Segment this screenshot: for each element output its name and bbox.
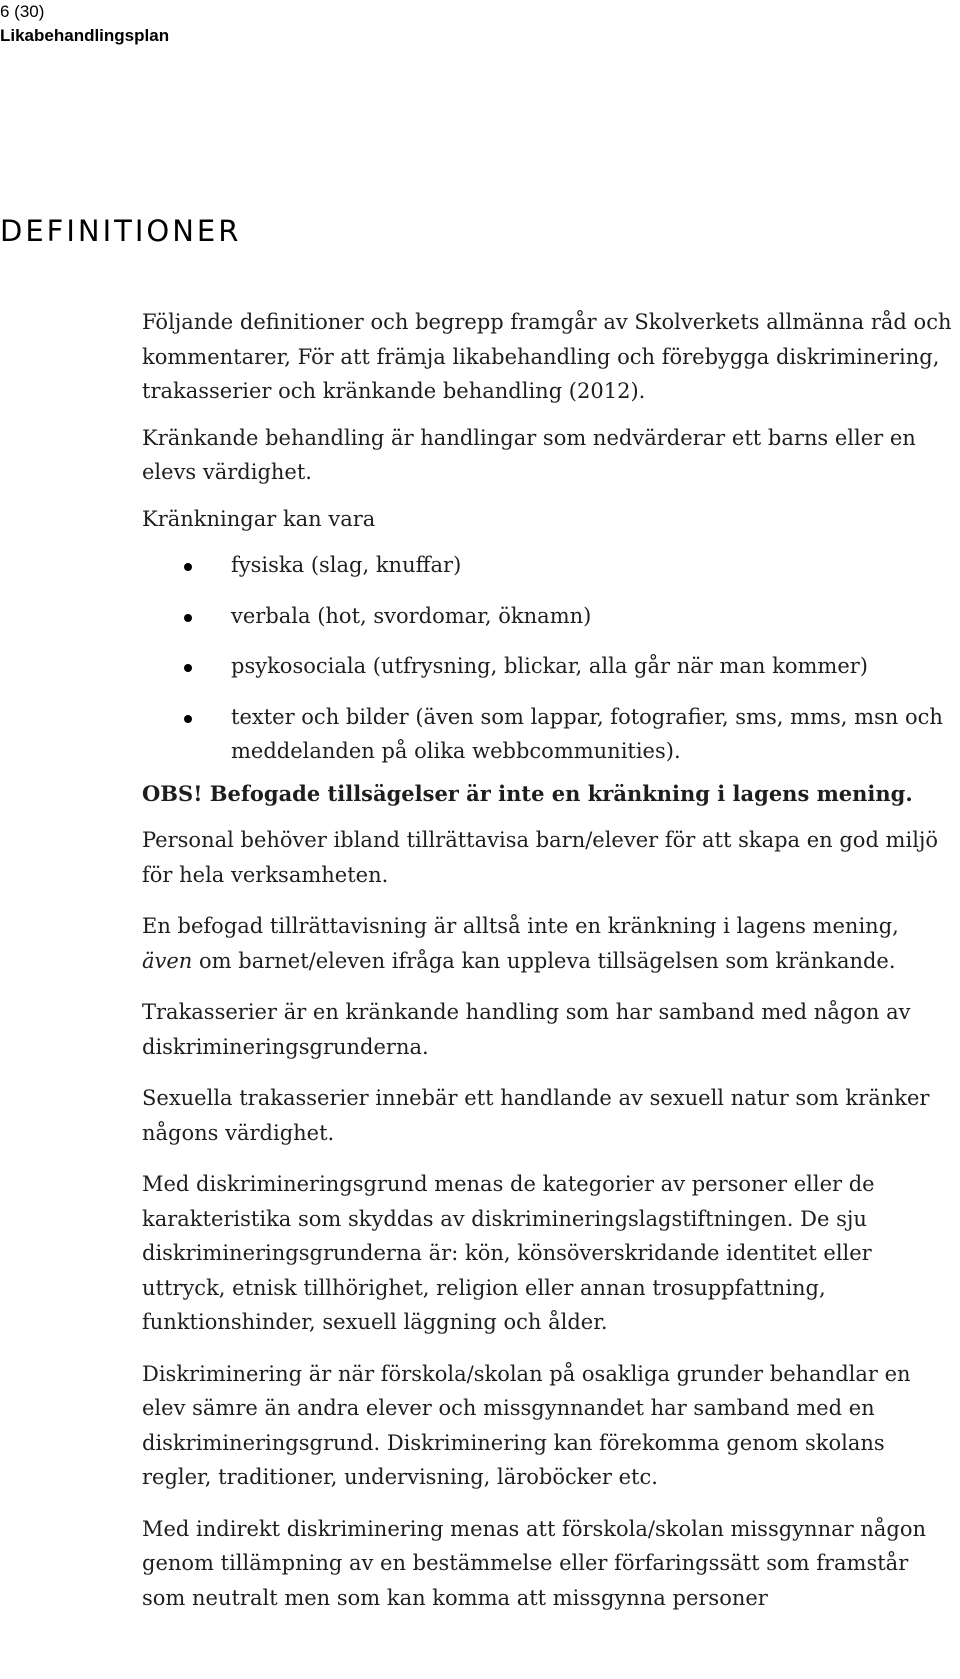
list-item-text: psykosociala (utfrysning, blickar, alla går när man kommer) [231,654,868,678]
document-body [142,305,952,1632]
bullet-icon [184,614,192,622]
befogad-text-end: om barnet/eleven ifråga kan uppleva tillsägelsen som kränkande. [192,948,896,973]
page-header [0,0,169,48]
list-item-text: texter och bilder (även som lappar, fotografier, sms, mms, msn och meddelanden på olika webbcommunities). [231,704,943,763]
list-item-text: verbala (hot, svordomar, öknamn) [231,603,592,628]
bullet-icon [184,563,192,571]
befogad-paragraph [142,909,952,978]
document-title: Likabehandlingsplan [0,26,170,45]
list-item [142,700,952,769]
bullet-icon [184,715,192,723]
befogad-text-start: En befogad tillrättavisning är alltså inte en kränkning i lagens mening, [142,914,899,938]
personal-paragraph: Personal behöver ibland tillrättavisa barn/elever för att skapa en god miljö för hela verksamheten. [142,828,939,887]
list-item-text: fysiska (slag, knuffar) [231,553,462,577]
list-item [142,649,952,684]
page-number: 6 (30) [0,2,45,21]
list-item [142,599,952,634]
sexuella-paragraph: Sexuella trakasserier innebär ett handlande av sexuell natur som kränker någons värdighet. [142,1086,930,1145]
krankningar-list [142,548,952,769]
trakasserier-paragraph: Trakasserier är en kränkande handling som har samband med någon av diskrimineringsgrunderna. [142,1000,911,1059]
krankande-paragraph: Kränkande behandling är handlingar som nedvärderar ett barns eller en elevs värdighet. [142,425,916,484]
obs-note: OBS! Befogade tillsägelser är inte en kränkning i lagens mening. [142,780,913,806]
diskriminering-paragraph: Diskriminering är när förskola/skolan på osakliga grunder behandlar en elev sämre än andra elever och missgynnandet har samband med en diskrimineringsgrund. Diskriminering kan förekomma genom skolans regler, traditioner, undervisning, läroböcker etc. [142,1361,911,1489]
diskrimineringsgrund-paragraph: Med diskrimineringsgrund menas de kategorier av personer eller de karakteristika som skyddas av diskrimineringslagstiftningen. De sju diskrimineringsgrunderna är: kön, könsöverskridande identitet eller uttryck, etnisk tillhörighet, religion eller annan trosuppfattning, funktionshinder, sexuell läggning och ålder. [142,1172,875,1334]
krankningar-intro: Kränkningar kan vara [142,506,376,531]
indirekt-paragraph: Med indirekt diskriminering menas att förskola/skolan missgynnar någon genom tillämpning av en bestämmelse eller förfaringssätt som framstår som neutralt men som kan komma att missgynna personer [142,1516,926,1610]
befogad-emphasis: även [142,948,193,973]
bullet-icon [184,664,192,672]
list-item [142,548,952,583]
intro-paragraph: Följande definitioner och begrepp framgår av Skolverkets allmänna råd och kommentarer, För att främja likabehandling och förebygga diskriminering, trakasserier och kränkande behandling (2012). [142,310,952,403]
section-heading: DEFINITIONER [0,214,242,248]
